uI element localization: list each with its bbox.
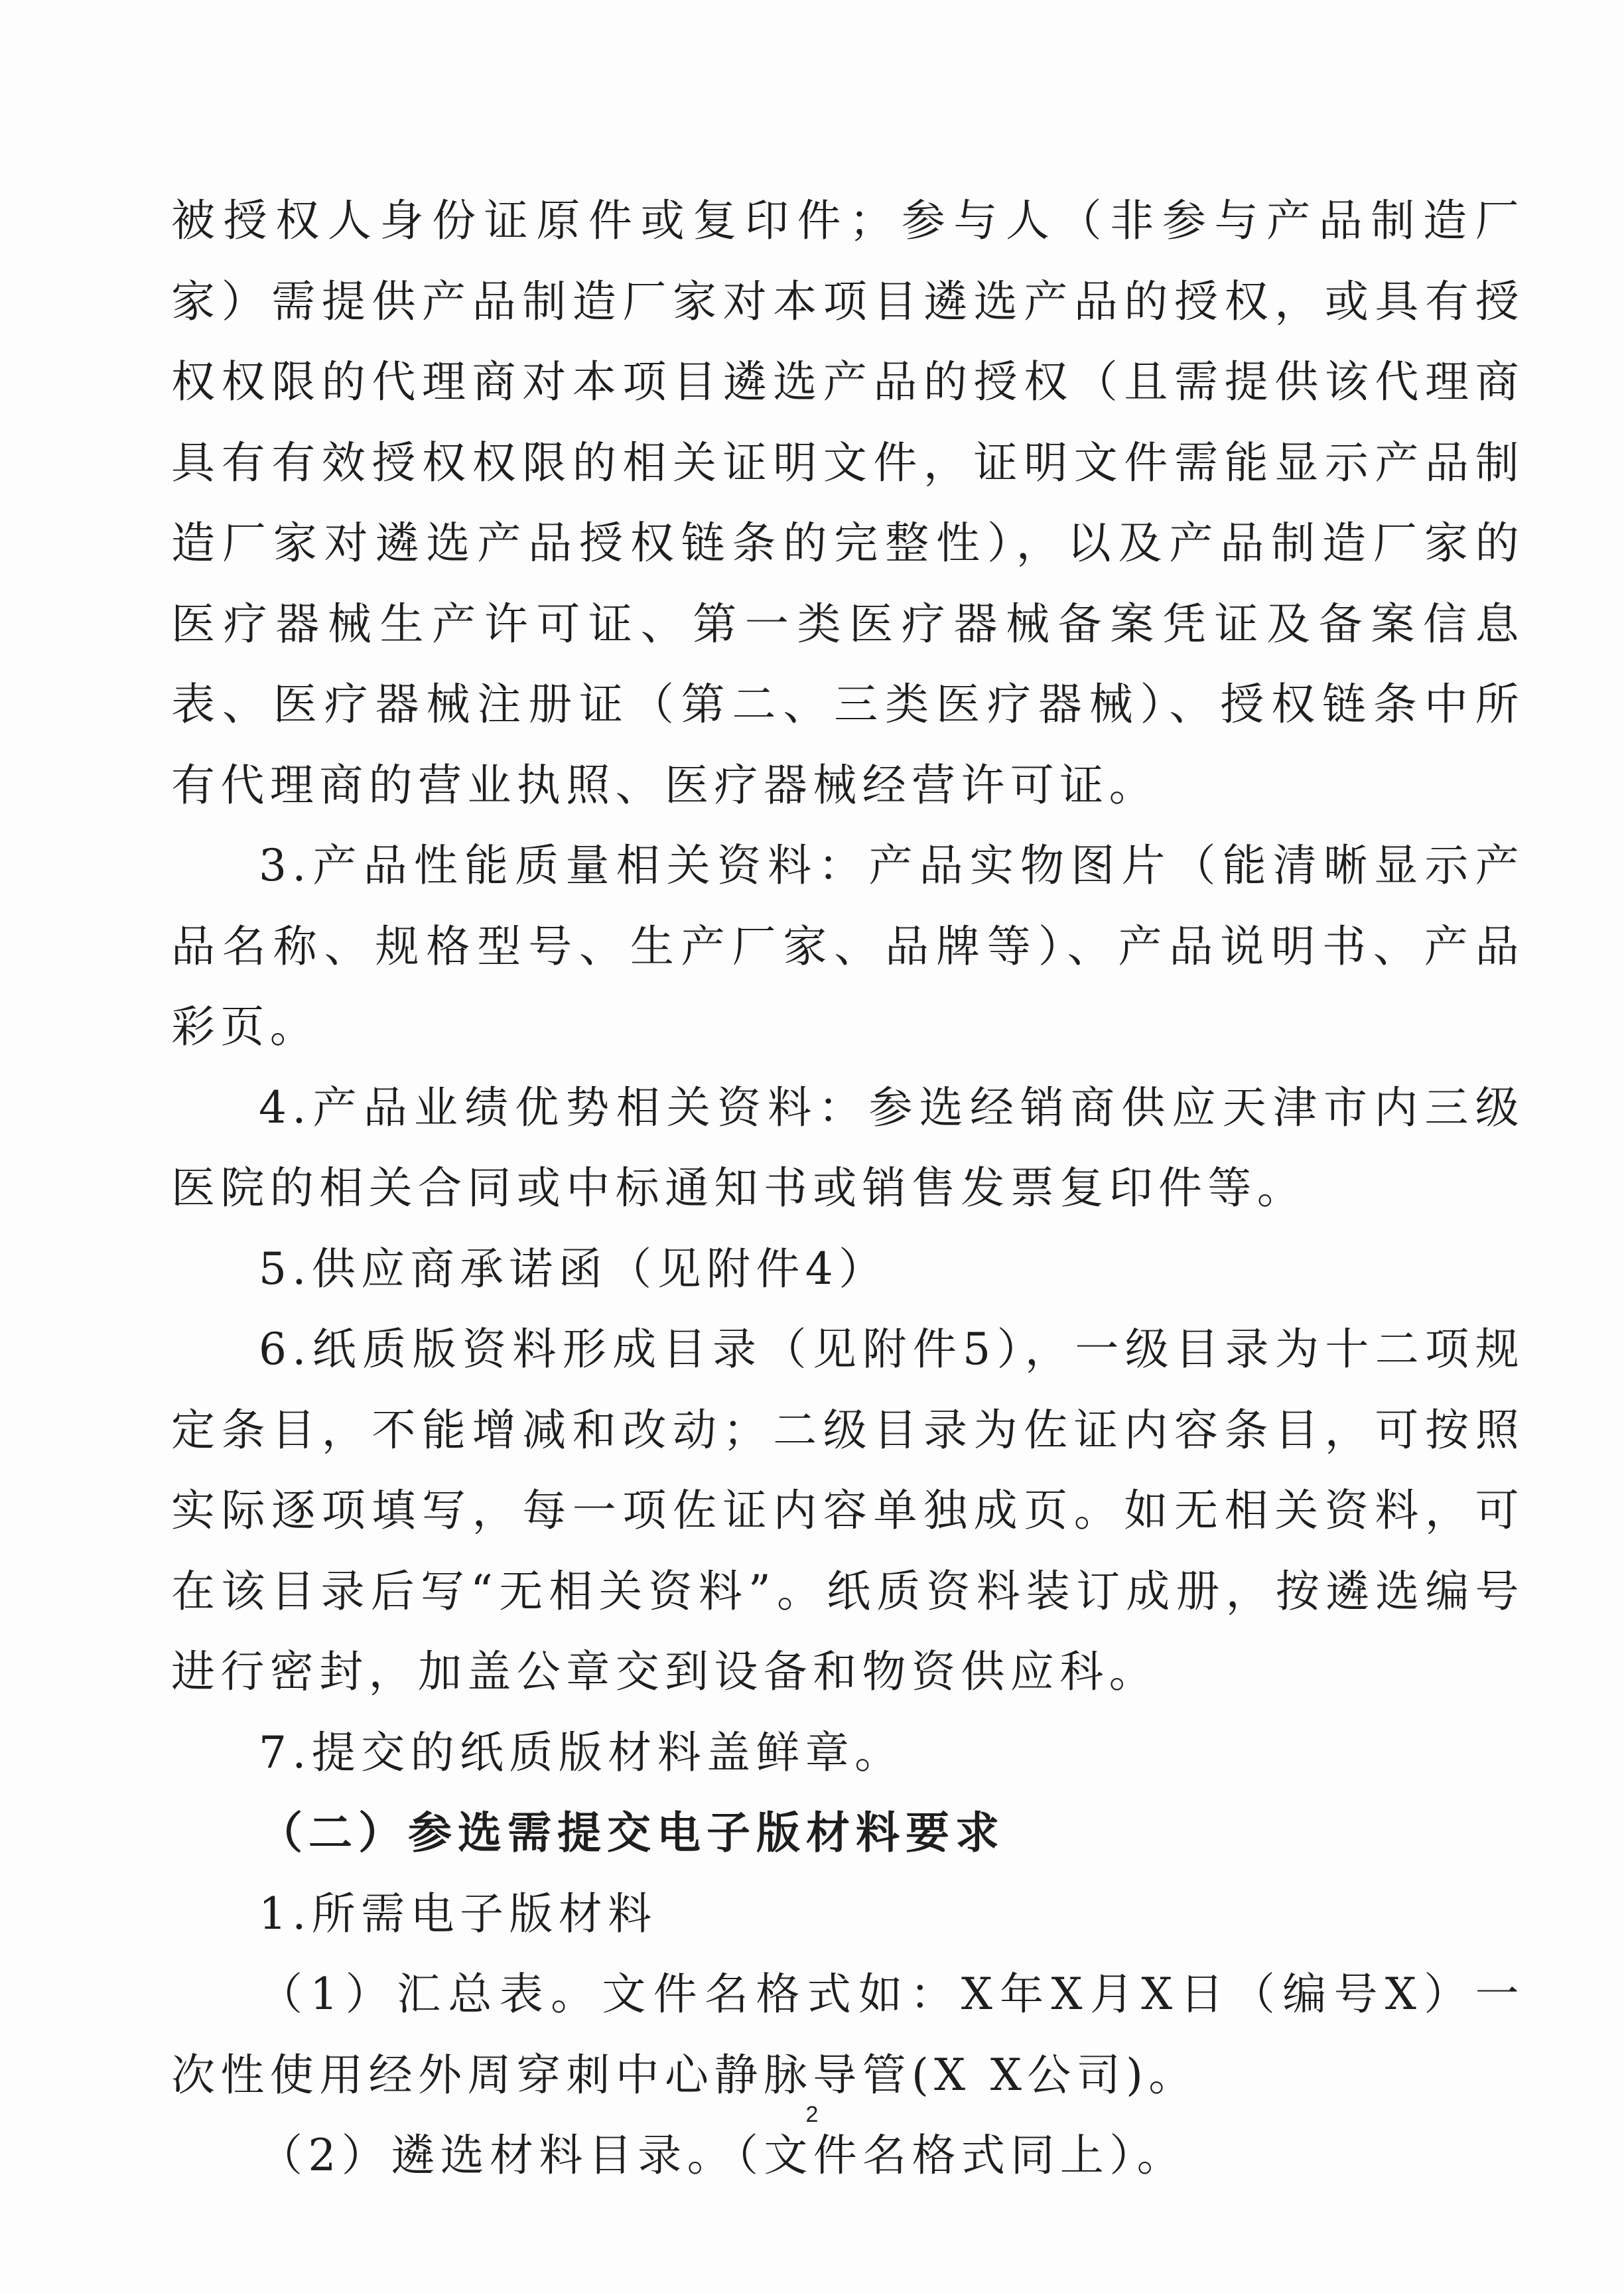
document-body [171, 180, 1524, 2196]
paragraph-item-7: 7.提交的纸质版材料盖鲜章。 [259, 1726, 904, 1778]
section-heading: （二）参选需提交电子版材料要求 [259, 1807, 1005, 1858]
page-number: 2 [805, 2102, 819, 2127]
paragraph-item-6: 6.纸质版资料形成目录（见附件5），一级目录为十二项规定条目，不能增减和改动；二级目录为佐证内容条目，可按照实际逐项填写，每一项佐证内容单独成页。如无相关资料，可在该目录后写“无相关资料”。纸质资料装订成册，按遴选编号进行密封，加盖公章交到设备和物资供应科。 [171, 1324, 1524, 1697]
paragraph-item-3: 3.产品性能质量相关资料：产品实物图片（能清晰显示产品名称、规格型号、生产厂家、品牌等）、产品说明书、产品彩页。 [171, 840, 1524, 1052]
paragraph-authorization: 被授权人身份证原件或复印件；参与人（非参与产品制造厂家）需提供产品制造厂家对本项目遴选产品的授权，或具有授权权限的代理商对本项目遴选产品的授权（且需提供该代理商具有有效授权权限的相关证明文件，证明文件需能显示产品制造厂家对遴选产品授权链条的完整性），以及产品制造厂家的医疗器械生产许可证、第一类医疗器械备案凭证及备案信息表、医疗器械注册证（第二、三类医疗器械）、授权链条中所有代理商的营业执照、医疗器械经营许可证。 [171, 195, 1524, 811]
paragraph-sub-item-1-2: （2）遴选材料目录。（文件名格式同上）。 [259, 2130, 1186, 2181]
paragraph-item-5: 5.供应商承诺函（见附件4） [259, 1243, 888, 1294]
paragraph-sub-item-1: 1.所需电子版材料 [259, 1888, 657, 1939]
paragraph-item-4: 4.产品业绩优势相关资料：参选经销商供应天津市内三级医院的相关合同或中标通知书或销售发票复印件等。 [171, 1081, 1524, 1214]
paragraph-sub-item-1-1: （1）汇总表。文件名格式如：X年X月X日（编号X）一次性使用经外周穿刺中心静脉导管(X X公司)。 [171, 1969, 1524, 2101]
